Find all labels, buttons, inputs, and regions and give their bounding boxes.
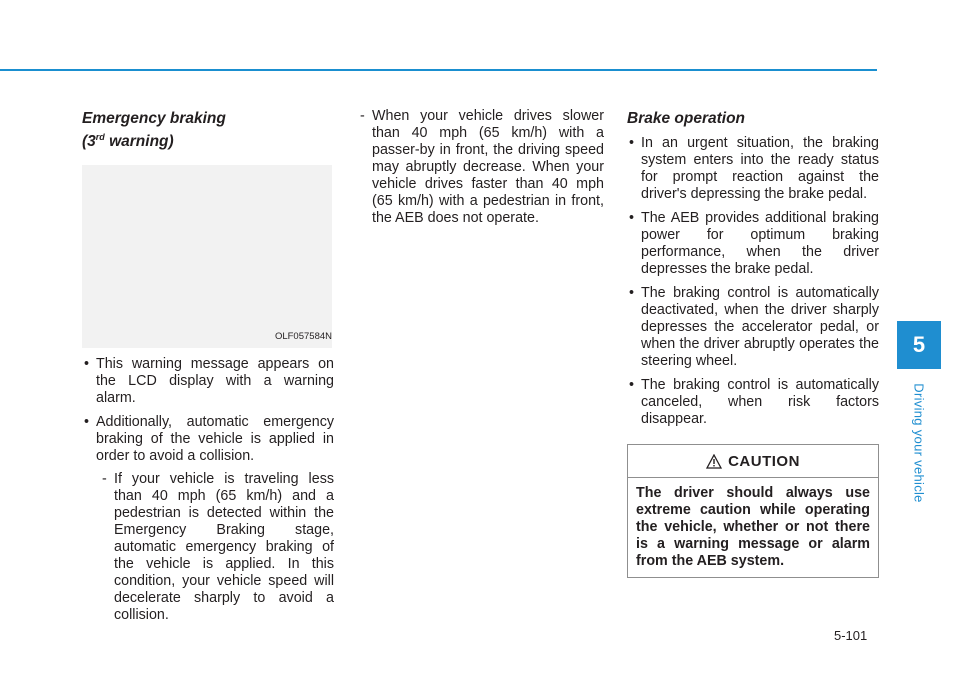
figure-code: OLF057584N xyxy=(274,331,332,343)
page-number: 5-101 xyxy=(834,628,868,643)
sub-item: - When your vehicle drives slower than 40 mph (65 km/h) with a passer-by in front, the driving speed may abruptly decrease. When your vehicle drives faster than 40 mph (65 km/h) with a pedestrian in front, the AEB does not operate. xyxy=(354,108,604,227)
bullet-list xyxy=(82,356,334,624)
column-middle xyxy=(354,108,604,227)
chapter-title-tab xyxy=(897,374,941,512)
caution-title: CAUTION xyxy=(728,452,800,470)
heading-ordinal: rd xyxy=(95,132,105,142)
header-rule xyxy=(0,69,877,71)
list-item: • This warning message appears on the LCD display with a warning alarm. xyxy=(82,356,334,407)
section-heading-brake-operation: Brake operation xyxy=(627,110,746,127)
list-item-text: Additionally, automatic emergency braking of the vehicle is applied in order to avoid a collision. xyxy=(96,414,334,465)
heading-open: (3 xyxy=(82,133,96,151)
caution-header xyxy=(628,445,878,478)
warning-illustration xyxy=(82,165,332,348)
list-item: • In an urgent situation, the braking system enters into the ready status for prompt reaction against the driver's depressing the brake pedal. xyxy=(627,135,879,203)
caution-box xyxy=(627,444,879,578)
heading-rest: warning) xyxy=(104,133,174,151)
column-right xyxy=(627,108,879,578)
chapter-title: Driving your vehicle xyxy=(911,383,927,503)
heading-line-1: Emergency braking xyxy=(82,110,226,127)
list-item: • The AEB provides additional braking power for optimum braking performance, when the driver depresses the brake pedal. xyxy=(627,210,879,278)
chapter-number: 5 xyxy=(912,332,926,357)
list-item: • The braking control is automatically canceled, when risk factors disappear. xyxy=(627,377,879,428)
warning-triangle-icon xyxy=(706,454,722,469)
list-item xyxy=(82,414,334,624)
sub-item: - If your vehicle is traveling less than 40 mph (65 km/h) and a pedestrian is detected within the Emergency Braking stage, automatic emergency braking of the vehicle is applied. In this condition, your vehicle speed will decelerate sharply to avoid a collision. xyxy=(96,471,334,624)
section-heading-emergency-braking xyxy=(82,110,334,151)
bullet-list xyxy=(627,135,879,428)
list-item: • The braking control is automatically deactivated, when the driver sharply depresses the accelerator pedal, or when the driver abruptly operates the steering wheel. xyxy=(627,285,879,370)
column-left xyxy=(82,108,334,624)
chapter-number-tab xyxy=(897,321,941,369)
caution-text: The driver should always use extreme caution while operating the vehicle, whether or not there is a warning message or alarm from the AEB system. xyxy=(636,485,870,569)
